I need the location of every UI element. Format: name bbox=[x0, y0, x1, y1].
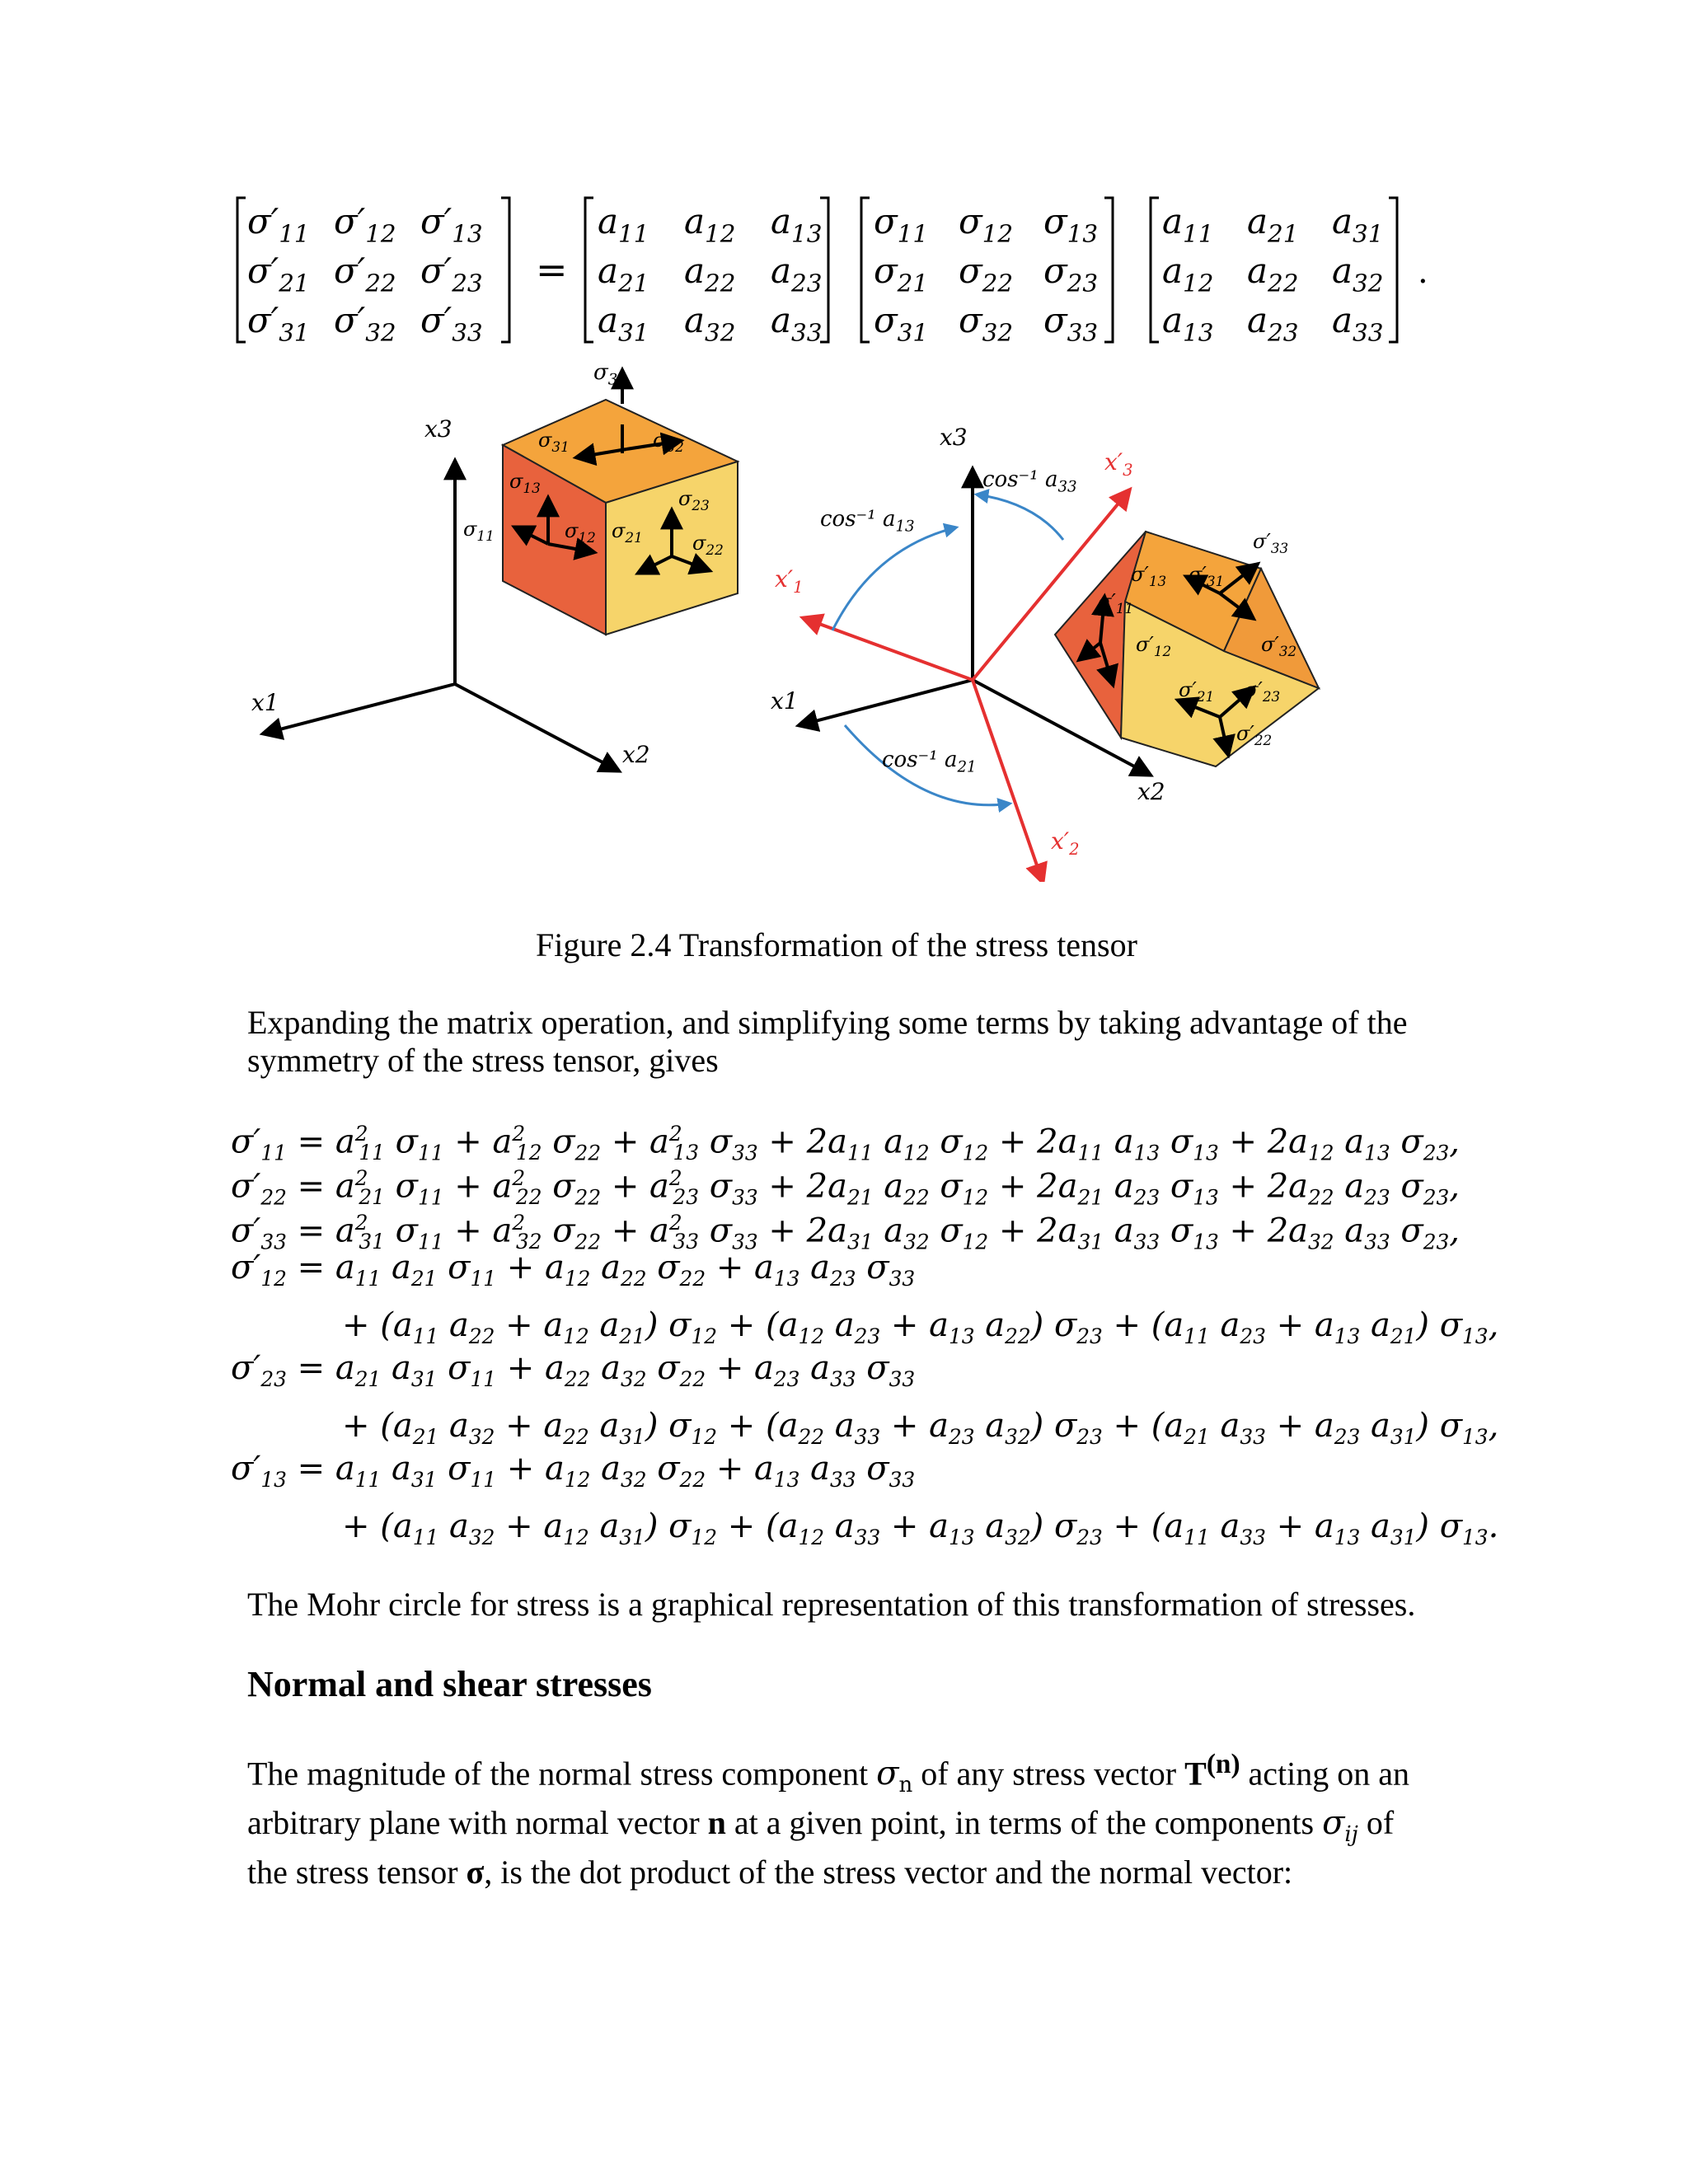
right-x3-label: x3 bbox=[940, 424, 968, 451]
right-face-label: $\sigma'_{12}$ bbox=[1136, 633, 1172, 659]
angle-label: cos⁻¹ $a_{33}$ bbox=[982, 467, 1077, 496]
sigma-cell: $\sigma_{22}$ bbox=[959, 251, 1014, 298]
sigma-matrix bbox=[874, 201, 1098, 347]
at-cell: $a_{12}$ bbox=[1162, 251, 1214, 298]
lhs-cell: $\sigma'_{33}$ bbox=[420, 300, 483, 347]
section-heading: Normal and shear stresses bbox=[247, 1664, 652, 1704]
primed-axis-label: $x'_2$ bbox=[1051, 827, 1080, 859]
sigma-cell: $\sigma_{11}$ bbox=[874, 201, 929, 248]
label-sigma33: $\sigma_{33}$ bbox=[593, 360, 627, 389]
sigma-cell: $\sigma_{31}$ bbox=[874, 300, 929, 347]
a-cell: $a_{22}$ bbox=[684, 251, 736, 298]
a-cell: $a_{23}$ bbox=[771, 251, 823, 298]
left-face-label: $\sigma_{31}$ bbox=[538, 429, 570, 455]
sigma-n-symbol: $\sigma_n$ bbox=[876, 1755, 913, 1798]
at-cell: $a_{21}$ bbox=[1247, 201, 1299, 248]
right-face-label: $\sigma'_{22}$ bbox=[1236, 722, 1273, 748]
right-face-label: $\sigma'_{11}$ bbox=[1098, 590, 1134, 616]
left-face-label: $\sigma_{32}$ bbox=[653, 429, 684, 455]
a-cell: $a_{33}$ bbox=[771, 300, 823, 347]
sigma-cell: $\sigma_{13}$ bbox=[1043, 201, 1099, 248]
a-cell: $a_{21}$ bbox=[598, 251, 649, 298]
left-x2-label: x2 bbox=[622, 741, 650, 768]
text-run: of any stress vector bbox=[912, 1755, 1185, 1793]
sigma-cell: $\sigma_{23}$ bbox=[1043, 251, 1099, 298]
a-transpose-matrix bbox=[1162, 201, 1383, 347]
a-matrix bbox=[598, 201, 822, 347]
sigma-cell: $\sigma_{32}$ bbox=[959, 300, 1014, 347]
sigma-tensor-symbol: σ bbox=[466, 1854, 485, 1891]
sigma-cell: $\sigma_{21}$ bbox=[874, 251, 929, 298]
right-face-label: $\sigma'_{32}$ bbox=[1261, 633, 1297, 659]
right-primed-axes bbox=[804, 490, 1129, 882]
paragraph-expanding: Expanding the matrix operation, and simplifying some terms by taking advantage of the symmetry of the stress tensor, gives bbox=[247, 1004, 1408, 1079]
lhs-cell: $\sigma'_{12}$ bbox=[334, 201, 396, 248]
right-face-label: $\sigma'_{23}$ bbox=[1245, 678, 1281, 705]
equation-line: + ($a_{11}$ $a_{32} + a_{12}$ $a_{31}$) $\sigma_{12} + (a_{12}$ $a_{33} + a_{13}$ $a_{32}$) $\sigma_{23} + (a_{11}$ $a_{33} + a_{13}$ $a_{31}$) $\sigma_{13}$. bbox=[342, 1507, 1499, 1549]
angle-label: cos⁻¹ $a_{21}$ bbox=[882, 748, 977, 776]
n-vector-symbol: n bbox=[707, 1804, 726, 1842]
lhs-cell: $\sigma'_{32}$ bbox=[334, 300, 396, 347]
left-face-label: $\sigma_{11}$ bbox=[463, 518, 495, 544]
left-face-label: $\sigma_{13}$ bbox=[509, 470, 541, 496]
lhs-matrix bbox=[247, 201, 483, 347]
sigma-cell: $\sigma_{33}$ bbox=[1043, 300, 1099, 347]
equation-line: $\sigma'_{11} = a^2_{11}$ $\sigma_{11} + a^2_{12}$ $\sigma_{22} + a^2_{13}$ $\sigma_{33} + 2a_{11}$ $a_{12}$ $\sigma_{12} + 2a_{11}$ $a_{13}$ $\sigma_{13} + 2a_{12}$ $a_{13}$ $\sigma_{23}$, bbox=[231, 1122, 1460, 1165]
a-cell: $a_{11}$ bbox=[598, 201, 649, 248]
left-face-label: $\sigma_{22}$ bbox=[692, 532, 724, 558]
text-run: of the stress tensor bbox=[247, 1804, 1395, 1891]
angle-label: cos⁻¹ $a_{13}$ bbox=[820, 507, 915, 536]
stress-transformation-figure bbox=[231, 354, 1484, 882]
left-face-label: $\sigma_{23}$ bbox=[678, 487, 710, 513]
left-face-label: $\sigma_{21}$ bbox=[612, 519, 643, 546]
equation-line: + ($a_{11}$ $a_{22} + a_{12}$ $a_{21}$) $\sigma_{12} + (a_{12}$ $a_{23} + a_{13}$ $a_{22}$) $\sigma_{23} + (a_{11}$ $a_{23} + a_{13}$ $a_{21}$) $\sigma_{13}$, bbox=[342, 1306, 1499, 1348]
paragraph-mohr: The Mohr circle for stress is a graphical representation of this transformation of stresses. bbox=[247, 1586, 1416, 1623]
a-cell: $a_{32}$ bbox=[684, 300, 736, 347]
right-x1-label: x1 bbox=[771, 687, 799, 715]
text-run: acting on an arbitrary plane with normal vector bbox=[247, 1755, 1410, 1842]
left-x1-label: x1 bbox=[251, 689, 279, 716]
at-cell: $a_{11}$ bbox=[1162, 201, 1214, 248]
a-cell: $a_{31}$ bbox=[598, 300, 649, 347]
equation-line: $\sigma'_{33} = a^2_{31}$ $\sigma_{11} + a^2_{32}$ $\sigma_{22} + a^2_{33}$ $\sigma_{33} + 2a_{31}$ $a_{32}$ $\sigma_{12} + 2a_{31}$ $a_{33}$ $\sigma_{13} + 2a_{32}$ $a_{33}$ $\sigma_{23}$, bbox=[231, 1211, 1460, 1254]
right-face-label: $\sigma'_{33}$ bbox=[1253, 530, 1289, 556]
lhs-cell: $\sigma'_{31}$ bbox=[247, 300, 310, 347]
primed-axis-label: $x'_1$ bbox=[775, 565, 804, 597]
at-cell: $a_{22}$ bbox=[1247, 251, 1299, 298]
T-vector-symbol: T bbox=[1184, 1755, 1207, 1793]
lhs-cell: $\sigma'_{13}$ bbox=[420, 201, 483, 248]
at-cell: $a_{23}$ bbox=[1247, 300, 1299, 347]
lhs-cell: $\sigma'_{23}$ bbox=[420, 251, 483, 298]
figure-caption: Figure 2.4 Transformation of the stress tensor bbox=[536, 926, 1137, 963]
at-cell: $a_{33}$ bbox=[1332, 300, 1384, 347]
right-face-label: $\sigma'_{21}$ bbox=[1179, 678, 1215, 705]
equation-line: $\sigma'_{13} = a_{11}$ $a_{31}$ $\sigma_{11} + a_{12}$ $a_{32}$ $\sigma_{22} + a_{13}$ $a_{33}$ $\sigma_{33}$ bbox=[231, 1450, 916, 1492]
left-face-label: $\sigma_{12}$ bbox=[565, 519, 596, 546]
matrix-equation bbox=[231, 185, 1451, 350]
lhs-cell: $\sigma'_{22}$ bbox=[334, 251, 396, 298]
sigma-ij-symbol: $\sigma_{ij}$ bbox=[1322, 1804, 1358, 1848]
right-x2-label: x2 bbox=[1137, 778, 1165, 805]
text-run: The magnitude of the normal stress component bbox=[247, 1755, 877, 1793]
equation-line: $\sigma'_{12} = a_{11}$ $a_{21}$ $\sigma_{11} + a_{12}$ $a_{22}$ $\sigma_{22} + a_{13}$ $a_{23}$ $\sigma_{33}$ bbox=[231, 1249, 916, 1291]
a-cell: $a_{12}$ bbox=[684, 201, 736, 248]
sigma-cell: $\sigma_{12}$ bbox=[959, 201, 1014, 248]
right-face-label: $\sigma'_{31}$ bbox=[1189, 563, 1225, 589]
right-face-label: $\sigma'_{13}$ bbox=[1131, 563, 1167, 589]
equals-sign: = bbox=[536, 247, 568, 292]
equation-line: $\sigma'_{23} = a_{21}$ $a_{31}$ $\sigma_{11} + a_{22}$ $a_{32}$ $\sigma_{22} + a_{23}$ $a_{33}$ $\sigma_{33}$ bbox=[231, 1349, 916, 1391]
text-run: at a given point, in terms of the components bbox=[725, 1804, 1323, 1842]
a-cell: $a_{13}$ bbox=[771, 201, 823, 248]
text-run: , is the dot product of the stress vector and the normal vector: bbox=[484, 1854, 1293, 1891]
at-cell: $a_{31}$ bbox=[1332, 201, 1384, 248]
lhs-cell: $\sigma'_{11}$ bbox=[247, 201, 310, 248]
primed-axis-label: $x'_3$ bbox=[1104, 448, 1133, 480]
left-x3-label: x3 bbox=[424, 415, 452, 443]
end-period: . bbox=[1418, 253, 1428, 291]
equation-line: + ($a_{21}$ $a_{32} + a_{22}$ $a_{31}$) $\sigma_{12} + (a_{22}$ $a_{33} + a_{23}$ $a_{32}$) $\sigma_{23} + (a_{21}$ $a_{33} + a_{23}$ $a_{31}$) $\sigma_{13}$, bbox=[342, 1407, 1499, 1449]
T-superscript: (n) bbox=[1206, 1749, 1240, 1779]
lhs-cell: $\sigma'_{21}$ bbox=[247, 251, 310, 298]
equation-line: $\sigma'_{22} = a^2_{21}$ $\sigma_{11} + a^2_{22}$ $\sigma_{22} + a^2_{23}$ $\sigma_{33} + 2a_{21}$ $a_{22}$ $\sigma_{12} + 2a_{21}$ $a_{23}$ $\sigma_{13} + 2a_{22}$ $a_{23}$ $\sigma_{23}$, bbox=[231, 1166, 1460, 1210]
paragraph-normal-stress bbox=[247, 1746, 1434, 1891]
at-cell: $a_{13}$ bbox=[1162, 300, 1214, 347]
at-cell: $a_{32}$ bbox=[1332, 251, 1384, 298]
